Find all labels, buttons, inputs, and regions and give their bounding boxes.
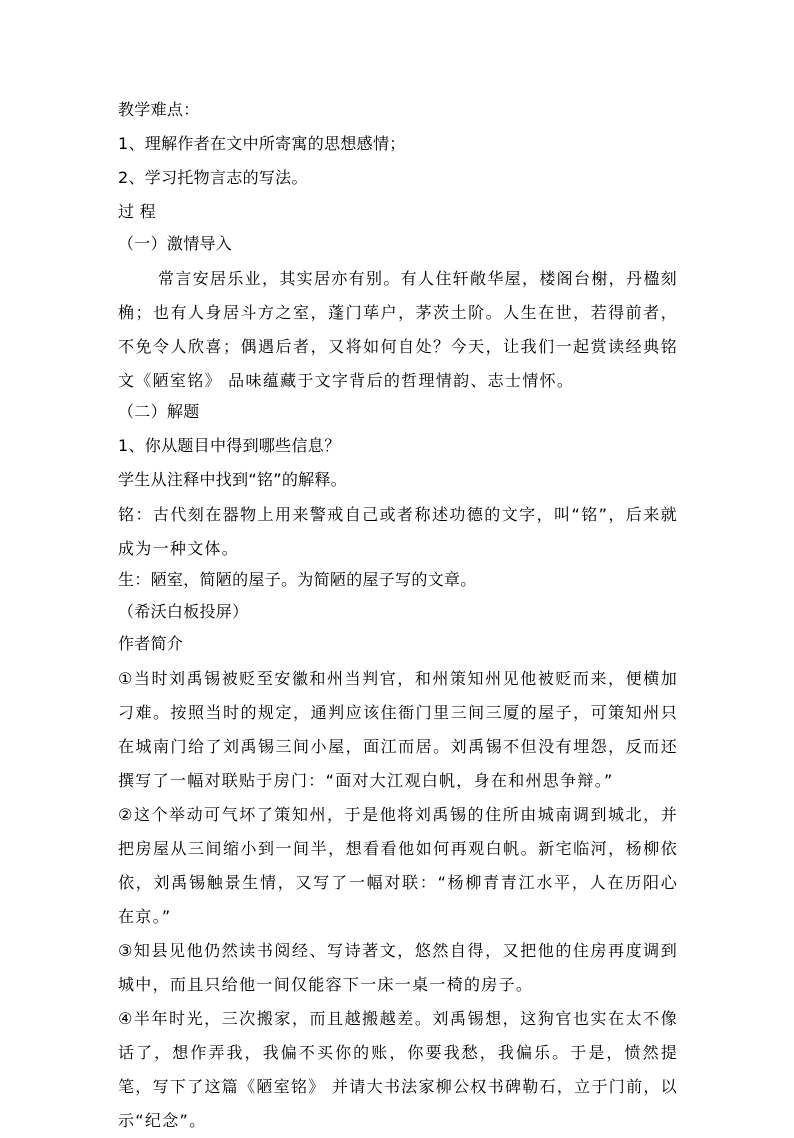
story-paragraph-2: ②这个举动可气坏了策知州，于是他将刘禹锡的住所由城南调到城北，并把房屋从三间缩小到一间半，想看看他如何再观白帆。新宅临河，杨柳依依，刘禹锡触景生情，又写了一幅对联：“杨柳青青江水平，人在历阳心在京。”: [118, 805, 678, 926]
document-page: [118, 96, 678, 1138]
section-heading-2: （二）解题: [118, 402, 200, 421]
difficulty-item-1: 1、理解作者在文中所寄寓的思想感情；: [118, 134, 406, 153]
difficulty-item-2: 2、学习托物言志的写法。: [118, 168, 308, 187]
story-paragraph-1: ①当时刘禹锡被贬至安徽和州当判官，和州策知州见他被贬而来，便横加刁难。按照当时的规定，通判应该住衙门里三间三厦的屋子，可策知州只在城南门给了刘禹锡三间小屋，面江而居。刘禹锡不但没有埋怨，反而还撰写了一幅对联贴于房门：“面对大江观白帆，身在和州思争辩。”: [118, 669, 678, 790]
story-paragraph-3: ③知县见他仍然读书阅经、写诗著文，悠然自得，又把他的住房再度调到城中，而且只给他一间仅能容下一床一桌一椅的房子。: [118, 941, 678, 994]
section-heading-1: （一）激情导入: [118, 234, 233, 253]
story-paragraph-4: ④半年时光，三次搬家，而且越搬越差。刘禹锡想，这狗官也实在太不像话了，想作弄我，我偏不买你的账，你要我愁，我偏乐。于是，愤然提笔，写下了这篇《陋室铭》 并请大书法家柳公权书碑勒石，立于门前，以示“纪念”。: [118, 1009, 678, 1130]
board-note: （希沃白板投屏）: [118, 602, 249, 621]
ming-definition: 铭：古代刻在器物上用来警戒自己或者称述功德的文字，叫“铭”，后来就成为一种文体。: [118, 505, 678, 558]
intro-paragraph: 常言安居乐业，其实居亦有别。有人住轩敞华屋，楼阁台榭，丹楹刻桷；也有人身居斗方之室，蓬门荜户，茅茨土阶。人生在世，若得前者，不免令人欣喜；偶遇后者，又将如何自处？今天，让我们一起赏读经典铭文《陋室铭》 品味蕴藏于文字背后的哲理情韵、志士情怀。: [118, 269, 678, 390]
process-heading: 过 程: [118, 202, 156, 221]
sheng-definition: 生：陋室，简陋的屋子。为简陋的屋子写的文章。: [118, 570, 477, 589]
question-1: 1、你从题目中得到哪些信息？: [118, 436, 341, 455]
student-find-text: 学生从注释中找到“铭”的解释。: [118, 470, 348, 489]
teaching-difficulty-heading: 教学难点：: [118, 100, 200, 119]
author-intro-heading: 作者简介: [118, 634, 184, 653]
